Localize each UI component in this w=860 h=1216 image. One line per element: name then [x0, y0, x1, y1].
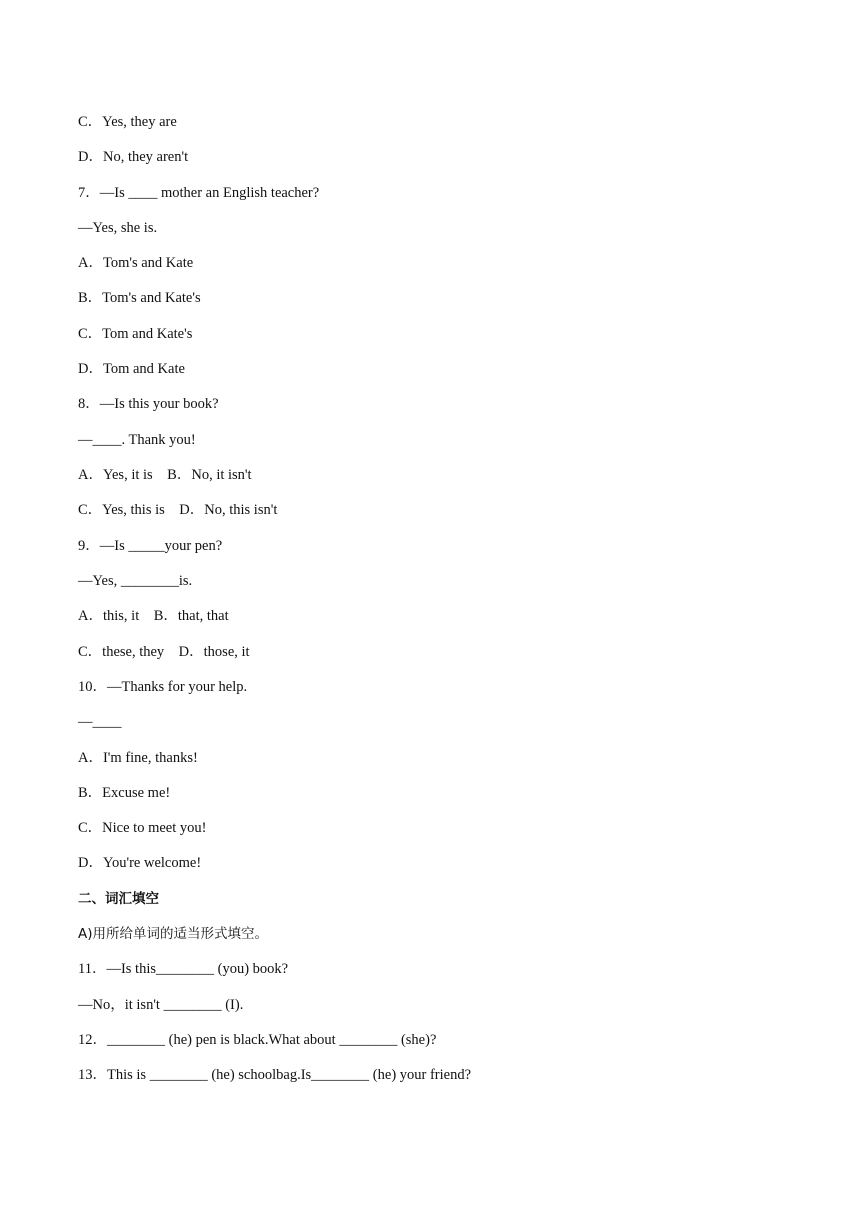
- q10-option-b: B．Excuse me!: [78, 785, 171, 801]
- q13-question: 13．This is ________ (he) schoolbag.Is________ (he) your friend?: [78, 1067, 472, 1083]
- q10-option-a: A．I'm fine, thanks!: [78, 750, 198, 766]
- q11-question: 11．—Is this________ (you) book?: [78, 961, 289, 977]
- section-instruction: A)用所给单词的适当形式填空。: [78, 926, 269, 942]
- q8-answer: —____. Thank you!: [78, 432, 196, 448]
- q10-option-c: C．Nice to meet you!: [78, 820, 207, 836]
- q12-question: 12．________ (he) pen is black.What about ________ (she)?: [78, 1032, 437, 1048]
- q6-option-c: C．Yes, they are: [78, 114, 177, 130]
- q7-option-d: D．Tom and Kate: [78, 361, 185, 377]
- q7-option-c: C．Tom and Kate's: [78, 326, 193, 342]
- q7-answer: —Yes, she is.: [78, 220, 158, 236]
- q10-question: 10．—Thanks for your help.: [78, 679, 248, 695]
- q9-options-cd: C．these, they D．those, it: [78, 644, 250, 660]
- q9-options-ab: A．this, it B．that, that: [78, 608, 229, 624]
- q10-option-d: D．You're welcome!: [78, 855, 202, 871]
- q9-question: 9．—Is _____your pen?: [78, 538, 223, 554]
- q10-answer: —____: [78, 714, 122, 730]
- q7-question: 7．—Is ____ mother an English teacher?: [78, 185, 320, 201]
- q11-answer: —No，it isn't ________ (I).: [78, 997, 244, 1013]
- q7-option-a: A．Tom's and Kate: [78, 255, 194, 271]
- q6-option-d: D．No, they aren't: [78, 149, 189, 165]
- q8-options-cd: C．Yes, this is D．No, this isn't: [78, 502, 278, 518]
- section-heading: 二、词汇填空: [78, 891, 159, 907]
- q9-answer: —Yes, ________is.: [78, 573, 193, 589]
- q8-question: 8．—Is this your book?: [78, 396, 219, 412]
- q7-option-b: B．Tom's and Kate's: [78, 290, 201, 306]
- q8-options-ab: A．Yes, it is B．No, it isn't: [78, 467, 252, 483]
